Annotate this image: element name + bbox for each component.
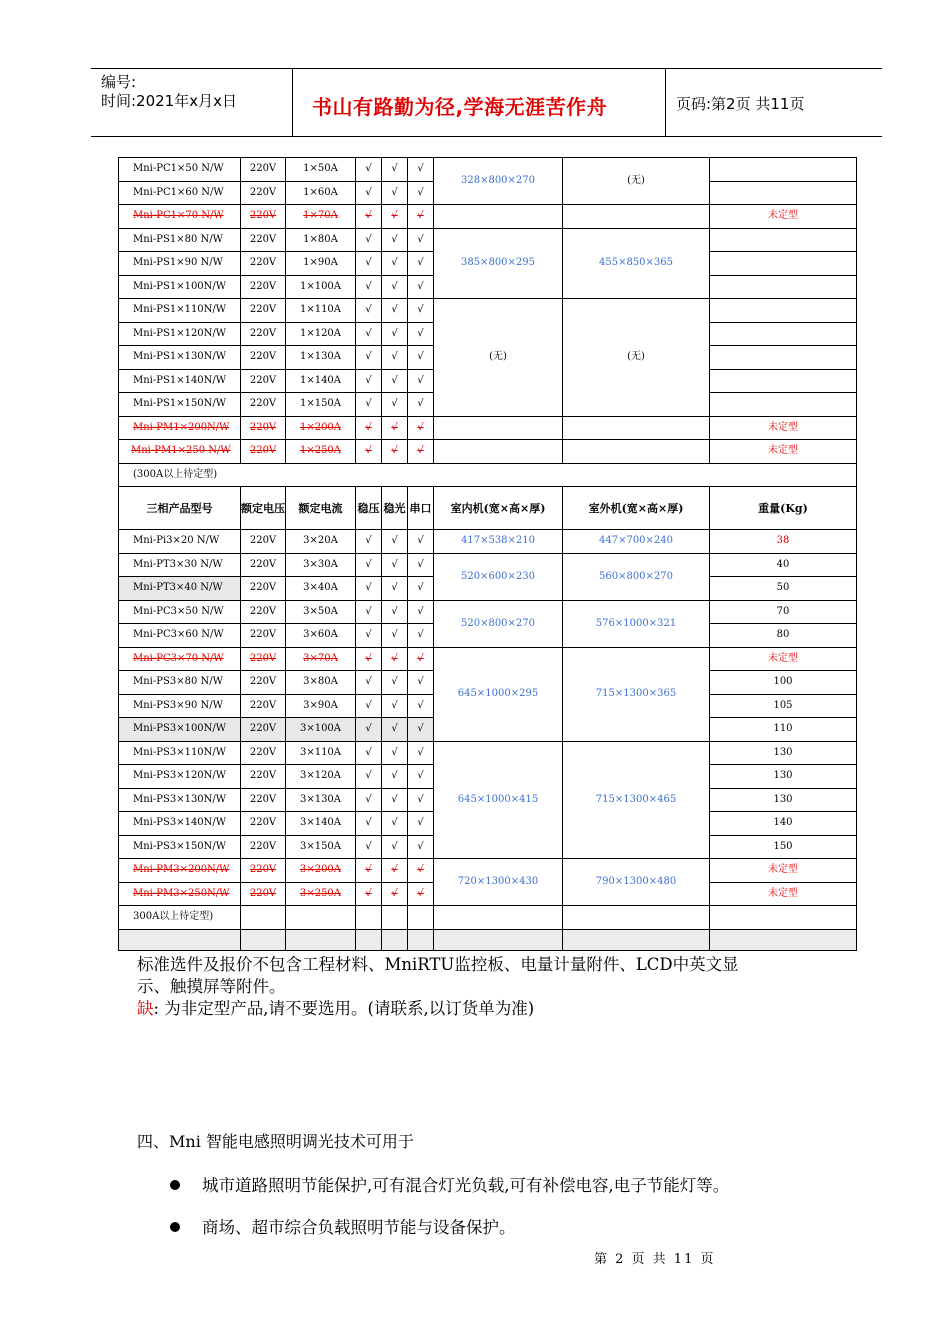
voltage-cell: 220V [241,205,286,229]
current-cell: 3×120A [286,765,356,789]
weight-cell: 70 [710,600,857,624]
table-row [119,647,857,671]
model-cell: Mni-PC3×60 N/W [119,624,241,648]
model-cell: Mni-PT3×40 N/W [119,577,241,601]
model-cell: Mni-PS3×130N/W [119,788,241,812]
table-row [119,906,857,930]
outdoor-dim-cell [563,205,710,229]
table-row [119,158,857,182]
weight-cell: 140 [710,812,857,836]
model-cell: Mni-PM3×250N/W [119,882,241,906]
current-cell: 1×110A [286,299,356,323]
weight-cell: 80 [710,624,857,648]
weight-cell: 130 [710,741,857,765]
model-cell: Mni-PS3×140N/W [119,812,241,836]
voltage-cell: 220V [241,530,286,554]
note-cell [710,275,857,299]
check-cell: √ [356,600,382,624]
model-cell: Mni-PC3×70 N/W [119,647,241,671]
check-cell: √ [408,181,434,205]
check-cell: √ [356,440,382,464]
empty-cell [382,906,408,930]
header-outdoor: 室外机(宽×高×厚) [563,487,710,530]
model-cell: Mni-PS1×110N/W [119,299,241,323]
current-cell: 1×200A [286,416,356,440]
bullet-item [170,1214,516,1238]
indoor-dim-cell [434,205,563,229]
check-cell: √ [382,765,408,789]
voltage-cell: 220V [241,882,286,906]
check-cell: √ [356,647,382,671]
voltage-cell: 220V [241,158,286,182]
current-cell: 3×200A [286,859,356,883]
current-cell: 3×90A [286,694,356,718]
current-cell: 1×100A [286,275,356,299]
current-cell: 1×150A [286,393,356,417]
model-cell: Mni-PM1×250 N/W [119,440,241,464]
current-cell: 1×50A [286,158,356,182]
empty-cell [710,906,857,930]
empty-cell [408,929,434,950]
outdoor-dim-cell: 576×1000×321 [563,600,710,647]
model-cell: Mni-PM1×200N/W [119,416,241,440]
weight-cell: 130 [710,788,857,812]
outdoor-dim-cell: 715×1300×465 [563,741,710,859]
weight-cell: 未定型 [710,882,857,906]
indoor-dim-cell: 520×800×270 [434,600,563,647]
check-cell: √ [408,718,434,742]
voltage-cell: 220V [241,671,286,695]
check-cell: √ [408,741,434,765]
outdoor-dim-cell: 715×1300×365 [563,647,710,741]
current-cell: 1×130A [286,346,356,370]
empty-cell [563,929,710,950]
table-row [119,859,857,883]
voltage-cell: 220V [241,369,286,393]
note-line-1: 标准选件及报价不包含工程材料、MniRTU监控板、电量计量附件、LCD中英文显 [137,955,739,974]
header-time-label: 时间:2021年x月x日 [101,92,237,110]
three-phase-note: 300A以上待定型) [119,906,241,930]
check-cell: √ [382,600,408,624]
model-cell: Mni-PS3×80 N/W [119,671,241,695]
voltage-cell: 220V [241,647,286,671]
check-cell: √ [356,765,382,789]
check-cell: √ [356,228,382,252]
model-cell: Mni-PS1×120N/W [119,322,241,346]
current-cell: 3×50A [286,600,356,624]
current-cell: 3×150A [286,835,356,859]
voltage-cell: 220V [241,346,286,370]
check-cell: √ [382,416,408,440]
check-cell: √ [382,252,408,276]
check-cell: √ [356,252,382,276]
model-cell: Mni-PS3×100N/W [119,718,241,742]
indoor-dim-cell: 645×1000×415 [434,741,563,859]
section-title: 四、Mni 智能电感照明调光技术可用于 [137,1132,414,1151]
check-cell: √ [382,835,408,859]
model-cell: Mni-PS1×100N/W [119,275,241,299]
check-cell: √ [408,322,434,346]
header-stable-light: 稳光 [382,487,408,530]
note-cell [710,299,857,323]
voltage-cell: 220V [241,788,286,812]
header-top-rule [91,68,882,69]
check-cell: √ [382,346,408,370]
weight-cell: 105 [710,694,857,718]
current-cell: 1×120A [286,322,356,346]
model-cell: Mni-PS1×140N/W [119,369,241,393]
header-serial: 串口 [408,487,434,530]
outdoor-dim-cell: 455×850×365 [563,228,710,299]
current-cell: 3×70A [286,647,356,671]
indoor-dim-cell: 417×538×210 [434,530,563,554]
header-code-label: 编号: [101,73,137,91]
note-cell [710,252,857,276]
header-voltage: 额定电压 [241,487,286,530]
check-cell: √ [356,205,382,229]
model-cell: Mni-PS3×120N/W [119,765,241,789]
voltage-cell: 220V [241,440,286,464]
model-cell: Mni-PS1×80 N/W [119,228,241,252]
model-cell: Mni-PS3×150N/W [119,835,241,859]
check-cell: √ [408,694,434,718]
current-cell: 3×60A [286,624,356,648]
header-divider-left [292,69,293,136]
check-cell: √ [382,322,408,346]
table-row [119,553,857,577]
voltage-cell: 220V [241,624,286,648]
check-cell: √ [356,369,382,393]
check-cell: √ [356,393,382,417]
voltage-cell: 220V [241,275,286,299]
check-cell: √ [408,647,434,671]
empty-cell [434,929,563,950]
check-cell: √ [382,553,408,577]
table-row [119,205,857,229]
check-cell: √ [382,299,408,323]
check-cell: √ [382,882,408,906]
check-cell: √ [356,788,382,812]
table-row [119,741,857,765]
empty-cell [241,906,286,930]
check-cell: √ [382,393,408,417]
page-footer: 第 2 页 共 11 页 [594,1252,716,1267]
note-cell [710,181,857,205]
three-phase-header-row [119,487,857,530]
check-cell: √ [382,624,408,648]
model-cell: Mni-PC1×70 N/W [119,205,241,229]
check-cell: √ [356,859,382,883]
indoor-dim-cell: 520×600×230 [434,553,563,600]
current-cell: 3×130A [286,788,356,812]
check-cell: √ [356,718,382,742]
check-cell: √ [356,530,382,554]
current-cell: 1×140A [286,369,356,393]
voltage-cell: 220V [241,577,286,601]
bullet-item [170,1172,729,1196]
check-cell: √ [382,369,408,393]
current-cell: 3×80A [286,671,356,695]
check-cell: √ [382,859,408,883]
empty-cell [119,929,241,950]
check-cell: √ [356,812,382,836]
current-cell: 3×40A [286,577,356,601]
model-cell: Mni-PS1×150N/W [119,393,241,417]
header-bottom-rule [91,136,882,137]
check-cell: √ [356,882,382,906]
weight-cell: 未定型 [710,859,857,883]
note-cell: 未定型 [710,205,857,229]
check-cell: √ [356,671,382,695]
empty-cell [241,929,286,950]
check-cell: √ [356,322,382,346]
table-row [119,463,857,487]
header-indoor: 室内机(宽×高×厚) [434,487,563,530]
empty-cell [434,906,563,930]
header-model: 三相产品型号 [119,487,241,530]
voltage-cell: 220V [241,181,286,205]
check-cell: √ [356,741,382,765]
current-cell: 3×100A [286,718,356,742]
indoor-dim-cell [434,416,563,440]
current-cell: 1×90A [286,252,356,276]
outdoor-dim-cell: (无) [563,158,710,205]
check-cell: √ [382,205,408,229]
current-cell: 3×250A [286,882,356,906]
empty-cell [356,906,382,930]
voltage-cell: 220V [241,228,286,252]
product-spec-table [118,157,857,951]
empty-cell [382,929,408,950]
check-cell: √ [408,158,434,182]
note-missing-text: : 为非定型产品,请不要选用。(请联系,以订货单为准) [153,999,535,1018]
model-cell: Mni-PM3×200N/W [119,859,241,883]
empty-cell [563,906,710,930]
weight-cell: 150 [710,835,857,859]
model-cell: Mni-PS1×90 N/W [119,252,241,276]
empty-cell [286,906,356,930]
bullet-text: 城市道路照明节能保护,可有混合灯光负载,可有补偿电容,电子节能灯等。 [202,1176,730,1195]
check-cell: √ [408,577,434,601]
model-cell: Mni-PS3×90 N/W [119,694,241,718]
check-cell: √ [408,205,434,229]
empty-cell [356,929,382,950]
table-row [119,228,857,252]
current-cell: 1×70A [286,205,356,229]
table-row [119,600,857,624]
check-cell: √ [382,158,408,182]
voltage-cell: 220V [241,718,286,742]
check-cell: √ [408,859,434,883]
check-cell: √ [382,718,408,742]
note-cell [710,158,857,182]
check-cell: √ [408,553,434,577]
note-line-2: 示、触摸屏等附件。 [137,977,286,996]
check-cell: √ [408,346,434,370]
check-cell: √ [408,882,434,906]
model-cell: Mni-PC1×60 N/W [119,181,241,205]
check-cell: √ [382,530,408,554]
check-cell: √ [408,788,434,812]
check-cell: √ [356,158,382,182]
outdoor-dim-cell [563,416,710,440]
check-cell: √ [408,440,434,464]
check-cell: √ [408,393,434,417]
voltage-cell: 220V [241,812,286,836]
check-cell: √ [382,275,408,299]
bullet-dot-icon [170,1222,180,1232]
outdoor-dim-cell [563,440,710,464]
check-cell: √ [382,647,408,671]
check-cell: √ [408,275,434,299]
model-cell: Mni-PS1×130N/W [119,346,241,370]
weight-cell: 50 [710,577,857,601]
voltage-cell: 220V [241,416,286,440]
check-cell: √ [382,694,408,718]
check-cell: √ [356,416,382,440]
check-cell: √ [356,181,382,205]
voltage-cell: 220V [241,393,286,417]
table-row [119,530,857,554]
check-cell: √ [408,600,434,624]
note-line-3 [137,998,534,1020]
check-cell: √ [408,671,434,695]
check-cell: √ [356,624,382,648]
note-missing-label: 缺 [137,999,154,1018]
check-cell: √ [408,228,434,252]
weight-cell: 38 [710,530,857,554]
check-cell: √ [356,577,382,601]
voltage-cell: 220V [241,694,286,718]
weight-cell: 未定型 [710,647,857,671]
model-cell: Mni-Pi3×20 N/W [119,530,241,554]
current-cell: 3×140A [286,812,356,836]
model-cell: Mni-PT3×30 N/W [119,553,241,577]
current-cell: 1×80A [286,228,356,252]
current-cell: 3×110A [286,741,356,765]
voltage-cell: 220V [241,835,286,859]
check-cell: √ [382,741,408,765]
indoor-dim-cell: 328×800×270 [434,158,563,205]
current-cell: 1×250A [286,440,356,464]
empty-cell [286,929,356,950]
check-cell: √ [382,228,408,252]
check-cell: √ [408,369,434,393]
voltage-cell: 220V [241,322,286,346]
current-cell: 3×20A [286,530,356,554]
note-cell [710,369,857,393]
table-row [119,416,857,440]
check-cell: √ [408,624,434,648]
empty-cell [710,929,857,950]
header-weight: 重量(Kg) [710,487,857,530]
weight-cell: 100 [710,671,857,695]
weight-cell: 110 [710,718,857,742]
check-cell: √ [356,553,382,577]
indoor-dim-cell: (无) [434,299,563,417]
note-cell [710,322,857,346]
check-cell: √ [408,252,434,276]
check-cell: √ [356,346,382,370]
check-cell: √ [408,530,434,554]
header-current: 额定电流 [286,487,356,530]
single-phase-note: (300A以上待定型) [119,463,857,487]
weight-cell: 40 [710,553,857,577]
voltage-cell: 220V [241,252,286,276]
header-motto: 书山有路勤为径,学海无涯苦作舟 [312,95,608,119]
check-cell: √ [408,812,434,836]
check-cell: √ [382,440,408,464]
bullet-dot-icon [170,1180,180,1190]
voltage-cell: 220V [241,553,286,577]
header-stable-voltage: 稳压 [356,487,382,530]
voltage-cell: 220V [241,600,286,624]
note-cell: 未定型 [710,440,857,464]
check-cell: √ [356,835,382,859]
model-cell: Mni-PS3×110N/W [119,741,241,765]
table-row [119,440,857,464]
weight-cell: 130 [710,765,857,789]
check-cell: √ [382,181,408,205]
check-cell: √ [382,812,408,836]
indoor-dim-cell [434,440,563,464]
indoor-dim-cell: 645×1000×295 [434,647,563,741]
check-cell: √ [408,416,434,440]
indoor-dim-cell: 385×800×295 [434,228,563,299]
check-cell: √ [408,299,434,323]
header-page-label: 页码:第2页 共11页 [676,95,805,113]
check-cell: √ [382,788,408,812]
outdoor-dim-cell: 790×1300×480 [563,859,710,906]
table-row [119,299,857,323]
note-cell: 未定型 [710,416,857,440]
outdoor-dim-cell: (无) [563,299,710,417]
check-cell: √ [356,275,382,299]
bullet-text: 商场、超市综合负载照明节能与设备保护。 [202,1218,516,1237]
voltage-cell: 220V [241,859,286,883]
empty-cell [408,906,434,930]
outdoor-dim-cell: 447×700×240 [563,530,710,554]
check-cell: √ [382,671,408,695]
voltage-cell: 220V [241,765,286,789]
current-cell: 3×30A [286,553,356,577]
voltage-cell: 220V [241,299,286,323]
table-row [119,929,857,950]
check-cell: √ [382,577,408,601]
indoor-dim-cell: 720×1300×430 [434,859,563,906]
check-cell: √ [356,299,382,323]
note-cell [710,228,857,252]
note-cell [710,393,857,417]
check-cell: √ [356,694,382,718]
voltage-cell: 220V [241,741,286,765]
model-cell: Mni-PC1×50 N/W [119,158,241,182]
model-cell: Mni-PC3×50 N/W [119,600,241,624]
current-cell: 1×60A [286,181,356,205]
check-cell: √ [408,835,434,859]
note-cell [710,346,857,370]
header-divider-right [665,69,666,136]
check-cell: √ [408,765,434,789]
outdoor-dim-cell: 560×800×270 [563,553,710,600]
